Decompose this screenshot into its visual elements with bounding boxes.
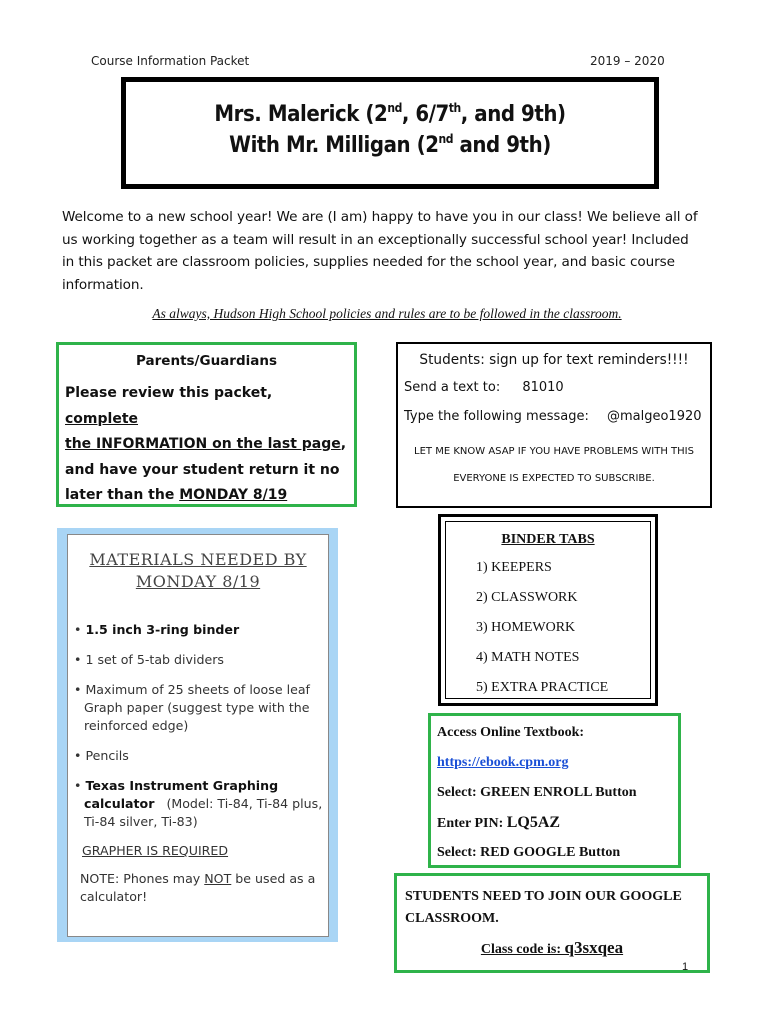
page-subtitle	[152, 133, 627, 158]
header-right: 2019 – 2020	[590, 54, 665, 68]
binder-tab-item: 1) KEEPERS	[476, 560, 552, 575]
material-calculator-cont: calculator	[84, 796, 155, 811]
list-item: • Texas Instrument Graphing calculator (Model: Ti-84, Ti-84 plus, Ti-84 silver, Ti-83)	[74, 778, 323, 829]
title-part: , and 9th)	[460, 102, 566, 127]
title-sup: nd	[387, 101, 402, 115]
note-text: calculator!	[80, 889, 148, 904]
binder-tabs-box	[438, 514, 658, 706]
materials-card	[67, 534, 329, 937]
parents-text: later than the	[65, 487, 180, 503]
material-calculator: Texas Instrument Graphing	[85, 778, 279, 793]
text-reminders-title: Students: sign up for text reminders!!!!	[419, 352, 689, 368]
send-text-line	[404, 380, 704, 395]
pin-label: Enter PIN:	[437, 816, 507, 831]
policy-note: As always, Hudson High School policies and rules are to be followed in the classroom.	[152, 306, 622, 321]
class-code-value: q3sxqea	[564, 938, 624, 957]
material-pencils: Pencils	[85, 748, 129, 763]
send-text-number: 81010	[522, 380, 564, 395]
binder-tab-item: 2) CLASSWORK	[476, 590, 578, 605]
binder-tabs-inner	[445, 521, 651, 699]
select-label: Select:	[437, 845, 481, 860]
text-reminders-note	[404, 438, 704, 492]
parents-text: Please review this packet,	[65, 385, 273, 401]
header-left: Course Information Packet	[91, 54, 250, 68]
google-classroom-box	[394, 873, 710, 973]
parents-title: Parents/Guardians	[136, 353, 277, 369]
message-line	[404, 409, 704, 424]
grapher-required: GRAPHER IS REQUIRED	[82, 843, 229, 858]
select-google-value: RED GOOGLE Button	[480, 845, 621, 860]
page-title	[152, 102, 627, 127]
binder-tab-item: 4) MATH NOTES	[476, 650, 580, 665]
message-label: Type the following message:	[404, 409, 589, 424]
list-item: • 1 set of 5-tab dividers	[74, 652, 224, 667]
note-emphasis: NOT	[204, 871, 232, 886]
calculator-models-cont: Ti-84 silver, Ti-83)	[84, 814, 198, 829]
select-label: Select:	[437, 785, 481, 800]
select-enroll-line	[437, 784, 672, 814]
title-part: , 6/7	[401, 102, 449, 127]
note-line: EVERYONE IS EXPECTED TO SUBSCRIBE.	[453, 473, 655, 484]
list-item: • Maximum of 25 sheets of loose leaf Graph paper (suggest type with the reinforced edge)	[74, 681, 328, 735]
list-item: • 1.5 inch 3-ring binder	[74, 622, 240, 637]
material-dividers: 1 set of 5-tab dividers	[85, 652, 224, 667]
title-part: Mrs. Malerick (2	[214, 102, 388, 127]
pin-line	[437, 814, 672, 844]
title-sup: th	[448, 101, 461, 115]
subtitle-part: With Mr. Milligan (2	[229, 133, 439, 158]
materials-title	[68, 549, 328, 593]
google-classroom-text: STUDENTS NEED TO JOIN OUR GOOGLE CLASSROOM.	[405, 889, 682, 926]
binder-tab-item: 5) EXTRA PRACTICE	[476, 680, 609, 695]
select-enroll-value: GREEN ENROLL Button	[480, 785, 637, 800]
note-text: be used as a	[231, 871, 316, 886]
parents-deadline: MONDAY 8/19	[179, 487, 288, 503]
list-item: • Pencils	[74, 748, 129, 763]
binder-tab-item: 3) HOMEWORK	[476, 620, 576, 635]
message-code: @malgeo1920	[606, 409, 702, 424]
subtitle-part: and 9th)	[453, 133, 551, 158]
material-graph-paper: Graph paper (suggest type with the reinforced edge)	[84, 700, 310, 733]
online-textbook-box	[428, 713, 681, 868]
material-binder: 1.5 inch 3-ring binder	[85, 622, 240, 637]
material-loose-leaf: Maximum of 25 sheets of loose leaf	[85, 682, 310, 697]
calculator-models: (Model: Ti-84, Ti-84 plus,	[166, 796, 323, 811]
welcome-paragraph: Welcome to a new school year! We are (I am) happy to have you in our class! We believe all of us working together as a team will result in an exceptionally successful school year! Included in this packet are classroom policies, supplies needed for the school year, and basic course information.	[62, 209, 698, 293]
phone-note	[80, 870, 328, 906]
materials-title-line: MONDAY 8/19	[135, 572, 261, 591]
parents-box	[56, 342, 357, 507]
parents-text-underlined: the INFORMATION on the last page	[65, 436, 341, 452]
select-google-line	[437, 844, 672, 874]
parents-text-underlined: complete	[65, 410, 139, 427]
parents-text: and have your student return it no	[65, 461, 340, 478]
textbook-access-label: Access Online Textbook:	[437, 725, 585, 740]
subtitle-sup: nd	[438, 132, 454, 146]
title-box	[121, 77, 659, 189]
send-text-label: Send a text to:	[404, 380, 501, 395]
class-code-label: Class code is:	[480, 942, 565, 957]
binder-tabs-title: BINDER TABS	[501, 532, 595, 547]
parents-text: ,	[340, 436, 347, 452]
page-number: 1	[682, 961, 689, 973]
text-reminders-box	[396, 342, 712, 508]
textbook-link[interactable]: https://ebook.cpm.org	[437, 755, 569, 770]
class-code-line	[405, 938, 699, 958]
materials-list	[68, 621, 328, 831]
materials-panel	[57, 528, 338, 942]
parents-body	[65, 381, 348, 509]
pin-value: LQ5AZ	[506, 814, 561, 831]
materials-title-line: MATERIALS NEEDED BY	[89, 550, 307, 569]
note-text: NOTE: Phones may	[80, 871, 205, 886]
note-line: LET ME KNOW ASAP IF YOU HAVE PROBLEMS WITH THIS	[414, 446, 694, 457]
